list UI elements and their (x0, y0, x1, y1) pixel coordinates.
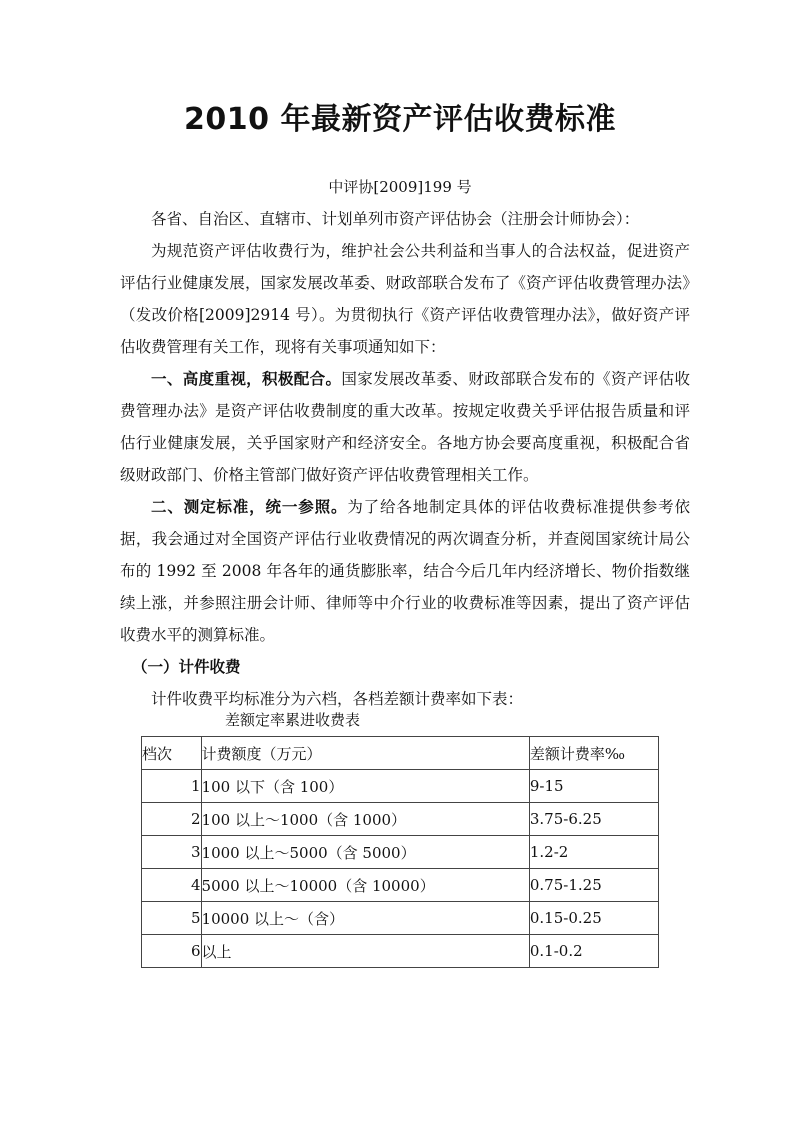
table-caption: 差额定率累进收费表 (225, 711, 361, 729)
header-tier: 档次 (142, 737, 202, 770)
table-row (142, 803, 659, 836)
rate-cell: 0.75-1.25 (529, 869, 658, 902)
rate-cell: 1.2-2 (529, 836, 658, 869)
fee-rate-table (141, 736, 659, 968)
table-row (142, 836, 659, 869)
header-rate: 差额计费率‰ (529, 737, 658, 770)
table-row (142, 869, 659, 902)
amount-cell: 100 以上～1000（含 1000） (201, 803, 529, 836)
amount-cell: 100 以下（含 100） (201, 770, 529, 803)
rate-cell: 9-15 (529, 770, 658, 803)
document-title: 2010 年最新资产评估收费标准 (184, 102, 616, 137)
rate-intro-paragraph: 计件收费平均标准分为六档，各档差额计费率如下表： (151, 690, 524, 708)
table-header-row (142, 737, 659, 770)
tier-cell: 5 (142, 902, 202, 935)
amount-cell: 以上 (201, 935, 529, 968)
tier-cell: 6 (142, 935, 202, 968)
document-number: 中评协[2009]199 号 (328, 178, 472, 196)
intro-paragraph: 为规范资产评估收费行为，维护社会公共利益和当事人的合法权益，促进资产评估行业健康发展，国家发展改革委、财政部联合发布了《资产评估收费管理办法》（发改价格[2009]2914 号）。为贯彻执行《资产评估收费管理办法》，做好资产评估收费管理有关工作，现将有关事项通知如下： (120, 242, 690, 356)
section-2-heading: 二、测定标准，统一参照。 (151, 498, 348, 516)
amount-cell: 10000 以上～（含） (201, 902, 529, 935)
section-2-paragraph (120, 491, 690, 651)
rate-cell: 3.75-6.25 (529, 803, 658, 836)
amount-cell: 5000 以上～10000（含 10000） (201, 869, 529, 902)
section-1-paragraph (120, 363, 690, 491)
salutation: 各省、自治区、直辖市、计划单列市资产评估协会（注册会计师协会）： (151, 210, 640, 228)
subsection-1-heading: （一）计件收费 (132, 658, 241, 676)
tier-cell: 2 (142, 803, 202, 836)
section-1-heading: 一、高度重视，积极配合。 (151, 370, 342, 388)
subsection-1-paragraph (120, 651, 690, 683)
tier-cell: 4 (142, 869, 202, 902)
section-2-text: 为了给各地制定具体的评估收费标准提供参考依据，我会通过对全国资产评估行业收费情况的两次调查分析，并查阅国家统计局公布的 1992 至 2008 年各年的通货膨胀率，结合今后几年内经济增长、物价指数继续上涨，并参照注册会计师、律师等中介行业的收费标准等因素，提出了资产评估收费水平的测算标准。 (120, 498, 690, 644)
table-row (142, 935, 659, 968)
rate-cell: 0.15-0.25 (529, 902, 658, 935)
section-1-text: 国家发展改革委、财政部联合发布的《资产评估收费管理办法》是资产评估收费制度的重大改革。按规定收费关乎评估报告质量和评估行业健康发展，关乎国家财产和经济安全。各地方协会要高度重视，积极配合省级财政部门、价格主管部门做好资产评估收费管理相关工作。 (120, 370, 690, 484)
table-row (142, 902, 659, 935)
amount-cell: 1000 以上～5000（含 5000） (201, 836, 529, 869)
rate-cell: 0.1-0.2 (529, 935, 658, 968)
table-row (142, 770, 659, 803)
tier-cell: 1 (142, 770, 202, 803)
tier-cell: 3 (142, 836, 202, 869)
header-amount: 计费额度（万元） (201, 737, 529, 770)
